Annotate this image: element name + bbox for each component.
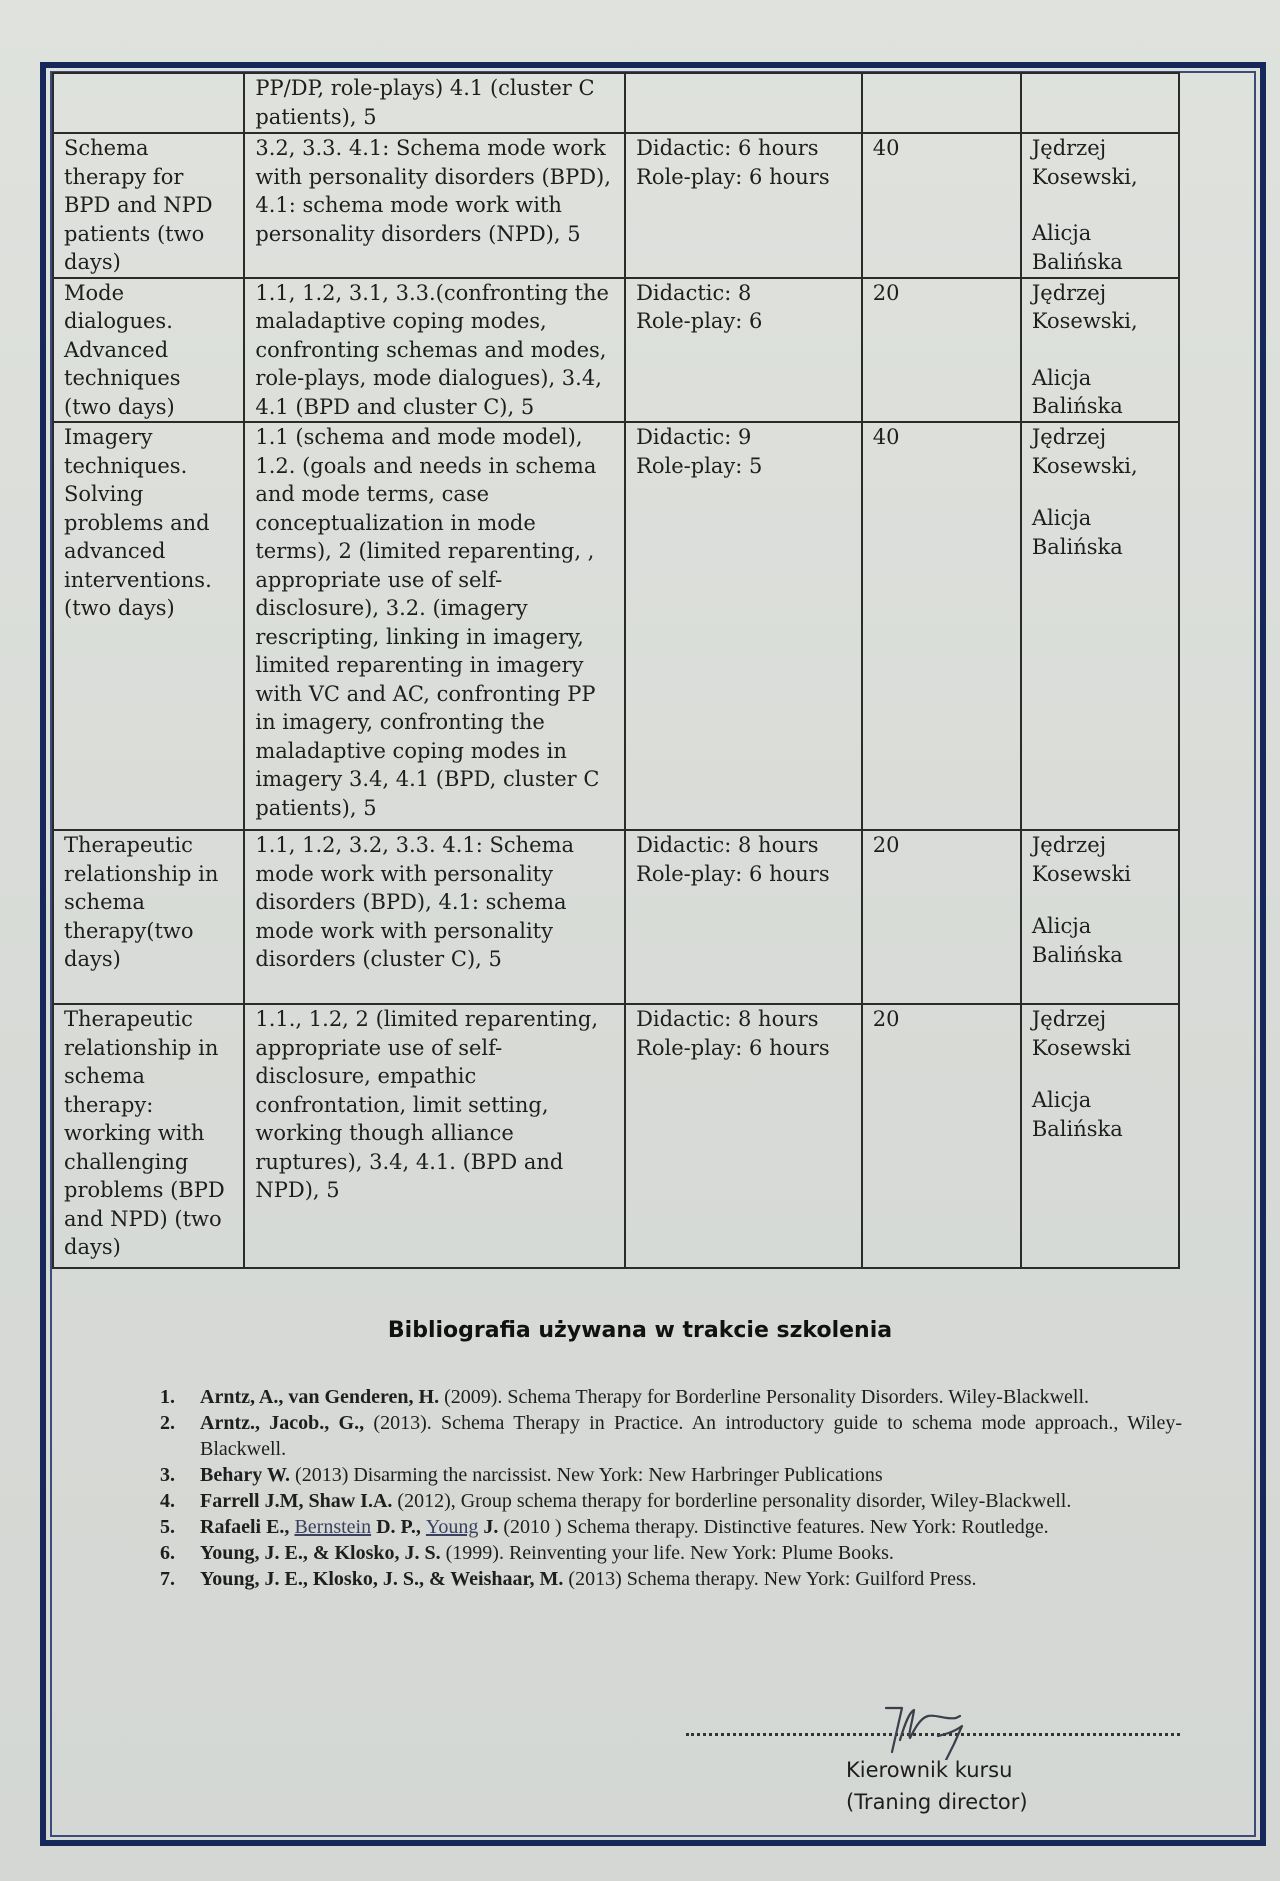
cell-count: 20 [862,830,1021,1004]
cell-count [862,73,1021,133]
item-authors: Young, J. E., Klosko, J. S., & Weishaar, M. [200,1568,564,1590]
item-number: 7. [160,1568,175,1590]
cell-content: 1.1, 1.2, 3.1, 3.3.(confronting the maladaptive coping modes, confronting schemas and modes, role-plays, mode dialogues), 3.4, 4.1 (BPD and cluster C), 5 [244,278,625,423]
hours-roleplay: Role-play: 6 hours [636,861,830,886]
signature-role [846,1754,1028,1818]
table-row [53,278,1179,423]
item-number: 1. [160,1386,175,1408]
table-row [53,133,1179,278]
cell-topic: Therapeutic relationship in schema therapy: working with challenging problems (BPD and NPD) (two days) [53,1004,244,1268]
cell-topic: Mode dialogues. Advanced techniques (two days) [53,278,244,423]
item-number: 4. [160,1490,175,1512]
table-row [53,73,1179,133]
bibliography-item [160,1566,1182,1592]
item-reference: (2010 ) Schema therapy. Distinctive features. New York: Routledge. [498,1516,1049,1538]
cell-content: 1.1., 1.2, 2 (limited reparenting, appropriate use of self-disclosure, empathic confrontation, limit setting, working though alliance ruptures), 3.4, 4.1. (BPD and NPD), 5 [244,1004,625,1268]
item-reference: (2012), Group schema therapy for borderline personality disorder, Wiley-Blackwell. [392,1490,1072,1512]
hours-didactic: Didactic: 8 [636,280,752,305]
trainer-name: Alicja Balińska [1031,506,1123,559]
cell-topic: Therapeutic relationship in schema therapy(two days) [53,830,244,1004]
item-reference: (2013) Disarming the narcissist. New York: New Harbringer Publications [290,1464,883,1486]
cell-topic [53,73,244,133]
author-link-bernstein[interactable]: Bernstein [294,1516,372,1538]
item-reference: (1999). Reinventing your life. New York: Plume Books. [440,1542,894,1564]
bibliography-item [160,1488,1182,1514]
item-authors: Young, J. E., & Klosko, J. S. [200,1542,441,1564]
signature-role-en: (Traning director) [846,1790,1028,1814]
cell-count: 20 [862,278,1021,423]
author-link-young[interactable]: Young [425,1516,479,1538]
cell-topic: Imagery techniques. Solving problems and advanced interventions. (two days) [53,422,244,830]
item-reference: (2013) Schema therapy. New York: Guilford Press. [563,1568,977,1590]
cell-trainers [1021,830,1179,1004]
item-authors: Rafaeli E., [200,1516,295,1538]
cell-trainers [1021,1004,1179,1268]
bibliography-item [160,1410,1182,1462]
item-number: 5. [160,1516,175,1538]
table-row [53,422,1179,830]
item-authors: Farrell J.M, Shaw I.A. [200,1490,393,1512]
item-authors: Arntz, A., van Genderen, H. [200,1386,440,1408]
item-authors: Arntz., Jacob., G., [200,1412,365,1434]
cell-count: 40 [862,133,1021,278]
trainer-name: Jędrzej Kosewski, [1031,280,1138,333]
cell-count: 20 [862,1004,1021,1268]
trainer-name: Alicja Balińska [1031,914,1123,967]
item-authors: D. P., [371,1516,426,1538]
cell-hours [625,73,862,133]
item-authors: J. [478,1516,499,1538]
cell-trainers [1021,422,1179,830]
bibliography-item [160,1384,1182,1410]
cell-hours [625,1004,862,1268]
trainer-name: Jędrzej Kosewski, [1031,136,1138,189]
trainer-name: Jędrzej Kosewski [1031,833,1132,886]
cell-hours [625,422,862,830]
trainer-name: Alicja Balińska [1031,1088,1123,1141]
hours-didactic: Didactic: 6 hours [636,136,819,160]
item-reference: (2013). Schema Therapy in Practice. An introductory guide to schema mode approach., Wiley-Blackwell. [200,1412,1182,1460]
cell-trainers [1021,278,1179,423]
handwritten-signature-icon [880,1700,980,1760]
training-modules-table [52,72,1180,1269]
item-number: 2. [160,1412,175,1434]
cell-topic: Schema therapy for BPD and NPD patients (two days) [53,133,244,278]
hours-roleplay: Role-play: 6 [636,309,763,333]
cell-content: PP/DP, role-plays) 4.1 (cluster C patients), 5 [244,73,625,133]
trainer-name: Alicja Balińska [1031,365,1123,418]
item-number: 6. [160,1542,175,1564]
trainer-name: Alicja Balińska [1031,221,1123,274]
trainer-name: Jędrzej Kosewski, [1031,425,1138,478]
cell-hours [625,133,862,278]
bibliography-title: Bibliografia używana w trakcie szkolenia [387,1318,893,1343]
cell-trainers [1021,133,1179,278]
hours-didactic: Didactic: 8 hours [636,1007,819,1031]
signature-role-pl: Kierownik kursu [846,1758,1013,1782]
bibliography-item [160,1540,1182,1566]
table-row [53,1004,1179,1268]
item-authors: Behary W. [200,1464,291,1486]
trainer-name: Jędrzej Kosewski [1031,1007,1132,1060]
cell-trainers [1021,73,1179,133]
hours-roleplay: Role-play: 5 [636,453,763,478]
cell-content: 1.1, 1.2, 3.2, 3.3. 4.1: Schema mode work with personality disorders (BPD), 4.1: schema mode work with personality disorders (cluster C), 5 [244,830,625,1004]
hours-roleplay: Role-play: 6 hours [636,1035,830,1060]
training-modules-table-wrap [52,72,1180,1269]
cell-count: 40 [862,422,1021,830]
cell-content: 1.1 (schema and mode model), 1.2. (goals and needs in schema and mode terms, case conceptualization in mode terms), 2 (limited reparenting, , appropriate use of self-disclosure), 3.2. (imagery rescripting, linking in imagery, limited reparenting in imagery with VC and AC, confronting PP in imagery, confronting the maladaptive coping modes in imagery 3.4, 4.1 (BPD, cluster C patients), 5 [244,422,625,830]
bibliography-item [160,1514,1182,1540]
cell-hours [625,278,862,423]
bibliography-list [160,1384,1182,1592]
item-reference: (2009). Schema Therapy for Borderline Personality Disorders. Wiley-Blackwell. [439,1386,1090,1408]
hours-didactic: Didactic: 8 hours [636,833,819,857]
item-number: 3. [160,1464,175,1486]
bibliography-item [160,1462,1182,1488]
table-row [53,830,1179,1004]
hours-didactic: Didactic: 9 [636,425,752,449]
cell-hours [625,830,862,1004]
hours-roleplay: Role-play: 6 hours [636,164,830,189]
cell-content: 3.2, 3.3. 4.1: Schema mode work with personality disorders (BPD), 4.1: schema mode work with personality disorders (NPD), 5 [244,133,625,278]
